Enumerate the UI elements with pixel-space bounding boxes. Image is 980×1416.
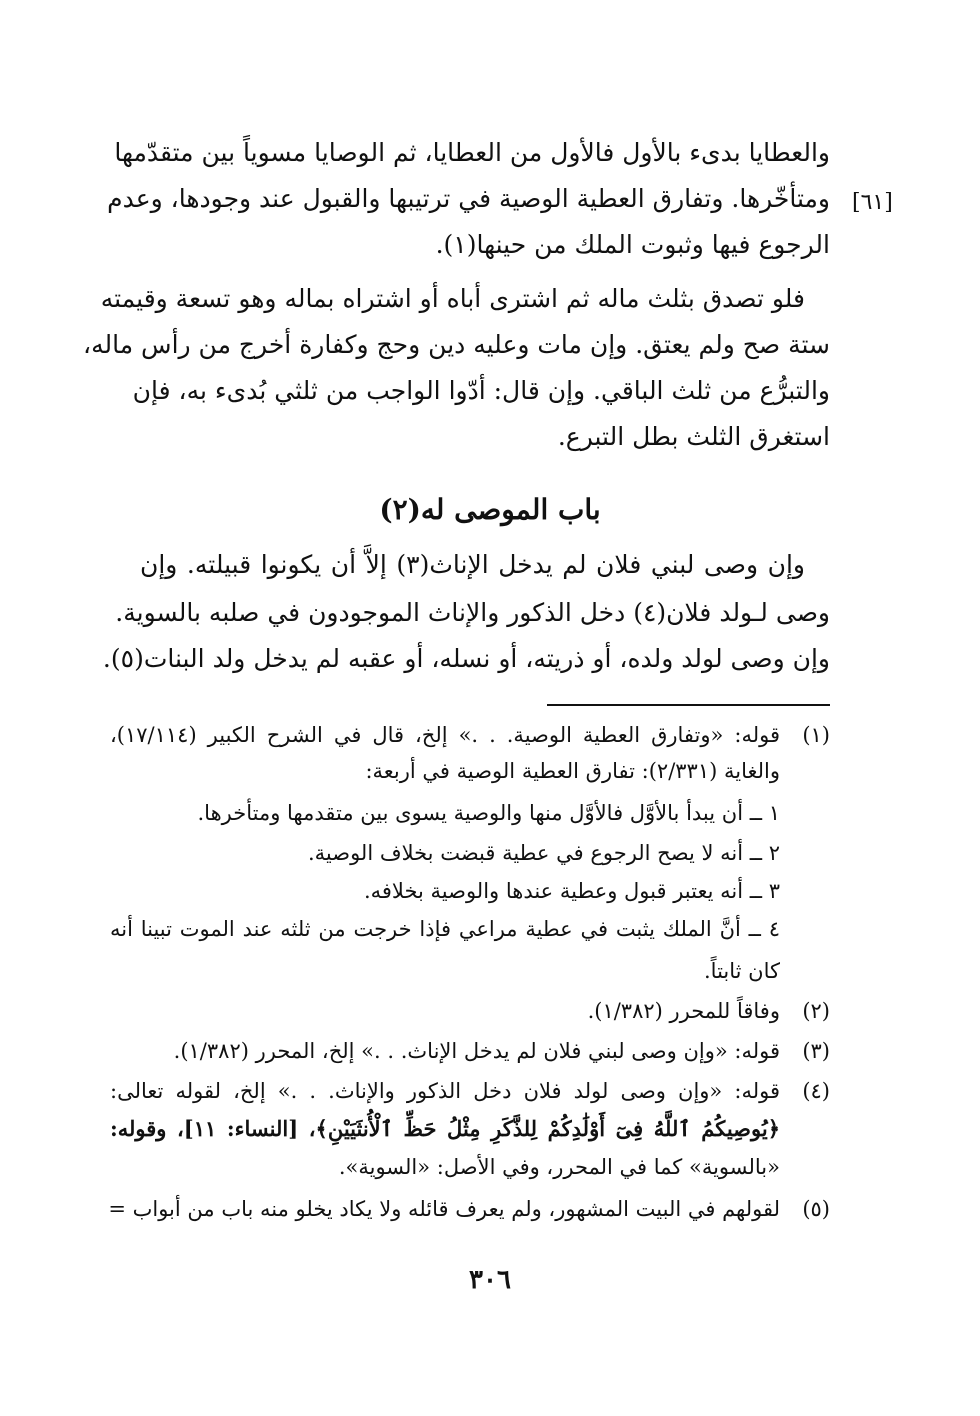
footnote-text: والغاية (٢/٣٣١): تفارق العطية الوصية في أربعة: (365, 759, 780, 783)
footnote-list-item: ٣ ــ أنه يعتبر قبول وعطية عندها والوصية بخلافه. (363, 879, 780, 903)
body-line: والتبرُّع من ثلث الباقي. وإن قال: أدّوا الواجب من ثلثي بُدىء به، فإن (132, 376, 830, 405)
body-line: والعطايا بدىء بالأول فالأول من العطايا، ثم الوصايا مسوياً بين متقدّمها (114, 138, 830, 167)
footnote-number: (١) (802, 723, 830, 747)
quran-verse: ﴿يُوصِيكُمُ ٱللَّهُ فِىٓ أَوْلَٰدِكُمْ لِلذَّكَرِ مِثْلُ حَظِّ ٱلْأُنثَيَيْنِ﴾، [النساء: ١١]، وقوله: (110, 1116, 780, 1141)
footnote-text: وفاقاً للمحرر (١/٣٨٢). (587, 999, 780, 1023)
footnote-list-item: كان ثابتاً. (704, 959, 780, 983)
body-line: ستة صح ولم يعتق. وإن مات وعليه دين وحج وكفارة أخرج من رأس ماله، (83, 330, 830, 359)
footnote-number: (٢) (802, 999, 830, 1023)
margin-page-marker: [٦١] (852, 190, 893, 215)
body-line: وإن وصى لبني فلان لم يدخل الإناث(٣) إلاَّ أن يكونوا قبيلته. وإن (140, 550, 805, 579)
body-line: فلو تصدق بثلث ماله ثم اشترى أباه أو اشتراه بماله وهو تسعة وقيمته (100, 284, 805, 313)
body-line: وإن وصى لولد ولده، أو ذريته، أو نسله، أو عقبه لم يدخل ولد البنات(٥). (102, 644, 830, 673)
footnote-list-item: ٢ ــ أنه لا يصح الرجوع في عطية قبضت بخلاف الوصية. (307, 841, 780, 865)
footnote-list-item: ١ ــ أن يبدأ بالأوَّل فالأوَّل منها والوصية يسوى بين متقدمها ومتأخرها. (197, 801, 780, 825)
section-heading: باب الموصى له(٢) (379, 493, 601, 526)
body-line: ومتأخّرها. وتفارق العطية الوصية في ترتيبها والقبول عند وجودها، وعدم (107, 184, 830, 213)
body-line: وصى لـولد فلان(٤) دخل الذكور والإناث الموجودون في صلبه بالسوية. (115, 598, 830, 627)
page-number: ٣٠٦ (469, 1265, 511, 1295)
footnote-divider (547, 704, 830, 706)
footnote-list-item: ٤ ــ أنَّ الملك يثبت في عطية مراعي فإذا خرجت من ثلثه عند الموت تبينا أنه (110, 917, 780, 941)
footnote-number: (٥) (802, 1197, 830, 1221)
footnote-number: (٤) (802, 1079, 830, 1103)
footnote-text: قوله: «وإن وصى لولد فلان دخل الذكور والإناث. . .» إلخ، لقوله تعالى: (110, 1079, 780, 1103)
body-line: استغرق الثلث بطل التبرع. (557, 422, 830, 451)
footnote-number: (٣) (802, 1039, 830, 1063)
footnote-text: «بالسوية» كما في المحرر، وفي الأصل: «السوية». (338, 1155, 780, 1179)
footnote-text: قوله: «وتفارق العطية الوصية. . .» إلخ، قال في الشرح الكبير (١٧/١١٤)، (110, 723, 780, 747)
footnote-text: قوله: «وإن وصى لبني فلان لم يدخل الإناث. . .» إلخ، المحرر (١/٣٨٢). (173, 1039, 780, 1063)
body-line: الرجوع فيها وثبوت الملك من حينها(١). (435, 230, 830, 259)
footnote-text: لقولهم في البيت المشهور، ولم يعرف قائله ولا يكاد يخلو منه باب من أبواب = (108, 1197, 780, 1221)
